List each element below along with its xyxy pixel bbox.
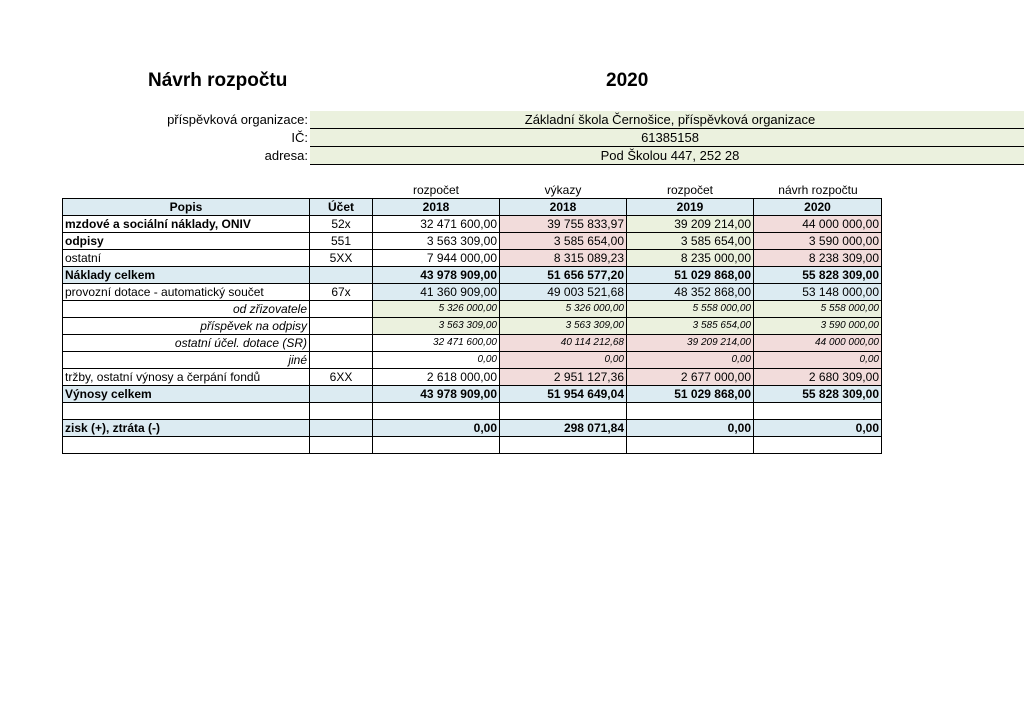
org-ic-label: IČ: [291, 130, 308, 145]
budget-table [62, 198, 882, 454]
row-account [310, 403, 373, 420]
row-value-2[interactable]: 5 326 000,00 [500, 301, 627, 318]
header-col-4: 2020 [754, 199, 882, 216]
table-row [63, 250, 882, 267]
table-row [63, 216, 882, 233]
row-value-3[interactable]: 0,00 [627, 352, 754, 369]
col-group-budget-2018: rozpočet [412, 183, 460, 197]
row-value-3[interactable]: 2 677 000,00 [627, 369, 754, 386]
row-value-3[interactable]: 51 029 868,00 [627, 386, 754, 403]
row-description: tržby, ostatní výnosy a čerpání fondů [63, 369, 310, 386]
row-account [310, 301, 373, 318]
row-value-3[interactable]: 48 352 868,00 [627, 284, 754, 301]
row-value-3[interactable]: 39 209 214,00 [627, 335, 754, 352]
page-title: Návrh rozpočtu [148, 70, 288, 91]
row-value-2[interactable]: 51 656 577,20 [500, 267, 627, 284]
row-value-2[interactable] [500, 437, 627, 454]
row-account: 551 [310, 233, 373, 250]
row-value-2[interactable]: 40 114 212,68 [500, 335, 627, 352]
row-description: ostatní [63, 250, 310, 267]
row-value-3[interactable] [627, 437, 754, 454]
table-row [63, 369, 882, 386]
row-value-1[interactable] [373, 437, 500, 454]
row-value-3[interactable]: 8 235 000,00 [627, 250, 754, 267]
row-description: ostatní účel. dotace (SR) [63, 335, 310, 352]
row-value-1[interactable]: 43 978 909,00 [373, 386, 500, 403]
row-value-1[interactable] [373, 403, 500, 420]
table-row [63, 267, 882, 284]
row-value-4[interactable] [754, 403, 882, 420]
row-account: 5XX [310, 250, 373, 267]
row-value-2[interactable]: 3 563 309,00 [500, 318, 627, 335]
table-row [63, 284, 882, 301]
table-row [63, 301, 882, 318]
row-value-4[interactable]: 3 590 000,00 [754, 233, 882, 250]
row-value-2[interactable]: 0,00 [500, 352, 627, 369]
table-row [63, 335, 882, 352]
row-account [310, 352, 373, 369]
row-value-1[interactable]: 3 563 309,00 [373, 318, 500, 335]
row-value-3[interactable]: 5 558 000,00 [627, 301, 754, 318]
row-value-3[interactable]: 3 585 654,00 [627, 233, 754, 250]
table-row [63, 352, 882, 369]
row-value-1[interactable]: 0,00 [373, 352, 500, 369]
row-value-3[interactable] [627, 403, 754, 420]
row-value-1[interactable]: 32 471 600,00 [373, 335, 500, 352]
row-value-4[interactable] [754, 437, 882, 454]
row-description [63, 403, 310, 420]
row-value-4[interactable]: 53 148 000,00 [754, 284, 882, 301]
budget-year: 2020 [606, 70, 649, 91]
org-name-label: příspěvková organizace: [167, 112, 308, 127]
table-row [63, 318, 882, 335]
row-account [310, 267, 373, 284]
row-value-1[interactable]: 32 471 600,00 [373, 216, 500, 233]
row-value-4[interactable]: 44 000 000,00 [754, 216, 882, 233]
row-description: příspěvek na odpisy [63, 318, 310, 335]
table-row [63, 403, 882, 420]
org-name-value[interactable]: Základní škola Černošice, příspěvková organizace [310, 111, 1024, 129]
row-account [310, 318, 373, 335]
row-value-2[interactable]: 39 755 833,97 [500, 216, 627, 233]
row-value-4[interactable]: 2 680 309,00 [754, 369, 882, 386]
row-description: odpisy [63, 233, 310, 250]
row-value-3[interactable]: 51 029 868,00 [627, 267, 754, 284]
org-address-label: adresa: [264, 148, 308, 163]
header-description: Popis [63, 199, 310, 216]
row-value-4[interactable]: 5 558 000,00 [754, 301, 882, 318]
table-row [63, 420, 882, 437]
org-address-value[interactable]: Pod Školou 447, 252 28 [310, 147, 1024, 165]
row-value-2[interactable]: 3 585 654,00 [500, 233, 627, 250]
row-value-4[interactable]: 44 000 000,00 [754, 335, 882, 352]
col-group-proposal-2020: návrh rozpočtu [778, 183, 858, 197]
row-value-1[interactable]: 43 978 909,00 [373, 267, 500, 284]
header-col-2: 2018 [500, 199, 627, 216]
header-col-1: 2018 [373, 199, 500, 216]
col-group-statements-2018: výkazy [544, 183, 582, 197]
row-value-2[interactable]: 8 315 089,23 [500, 250, 627, 267]
row-value-4[interactable]: 8 238 309,00 [754, 250, 882, 267]
col-group-budget-2019: rozpočet [666, 183, 714, 197]
row-account: 52x [310, 216, 373, 233]
row-value-3[interactable]: 0,00 [627, 420, 754, 437]
row-description: mzdové a sociální náklady, ONIV [63, 216, 310, 233]
row-description: jiné [63, 352, 310, 369]
row-value-2[interactable]: 2 951 127,36 [500, 369, 627, 386]
row-account [310, 335, 373, 352]
row-description: Náklady celkem [63, 267, 310, 284]
row-description: zisk (+), ztráta (-) [63, 420, 310, 437]
row-account [310, 420, 373, 437]
row-description: provozní dotace - automatický součet [63, 284, 310, 301]
row-value-2[interactable]: 51 954 649,04 [500, 386, 627, 403]
row-value-1[interactable]: 5 326 000,00 [373, 301, 500, 318]
row-value-3[interactable]: 3 585 654,00 [627, 318, 754, 335]
row-account [310, 437, 373, 454]
row-value-2[interactable]: 298 071,84 [500, 420, 627, 437]
row-description: Výnosy celkem [63, 386, 310, 403]
header-account: Účet [310, 199, 373, 216]
header-col-3: 2019 [627, 199, 754, 216]
row-account: 6XX [310, 369, 373, 386]
table-row [63, 437, 882, 454]
row-value-1[interactable]: 7 944 000,00 [373, 250, 500, 267]
row-account: 67x [310, 284, 373, 301]
row-value-1[interactable]: 3 563 309,00 [373, 233, 500, 250]
row-value-4[interactable]: 55 828 309,00 [754, 386, 882, 403]
org-ic-value[interactable]: 61385158 [310, 129, 1024, 147]
row-account [310, 386, 373, 403]
row-value-1[interactable]: 0,00 [373, 420, 500, 437]
row-value-4[interactable]: 55 828 309,00 [754, 267, 882, 284]
table-header-row [63, 199, 882, 216]
row-value-1[interactable]: 2 618 000,00 [373, 369, 500, 386]
row-description [63, 437, 310, 454]
row-description: od zřizovatele [63, 301, 310, 318]
table-row [63, 233, 882, 250]
row-value-4[interactable]: 0,00 [754, 420, 882, 437]
row-value-1[interactable]: 41 360 909,00 [373, 284, 500, 301]
row-value-3[interactable]: 39 209 214,00 [627, 216, 754, 233]
row-value-4[interactable]: 0,00 [754, 352, 882, 369]
row-value-4[interactable]: 3 590 000,00 [754, 318, 882, 335]
row-value-2[interactable]: 49 003 521,68 [500, 284, 627, 301]
table-row [63, 386, 882, 403]
row-value-2[interactable] [500, 403, 627, 420]
